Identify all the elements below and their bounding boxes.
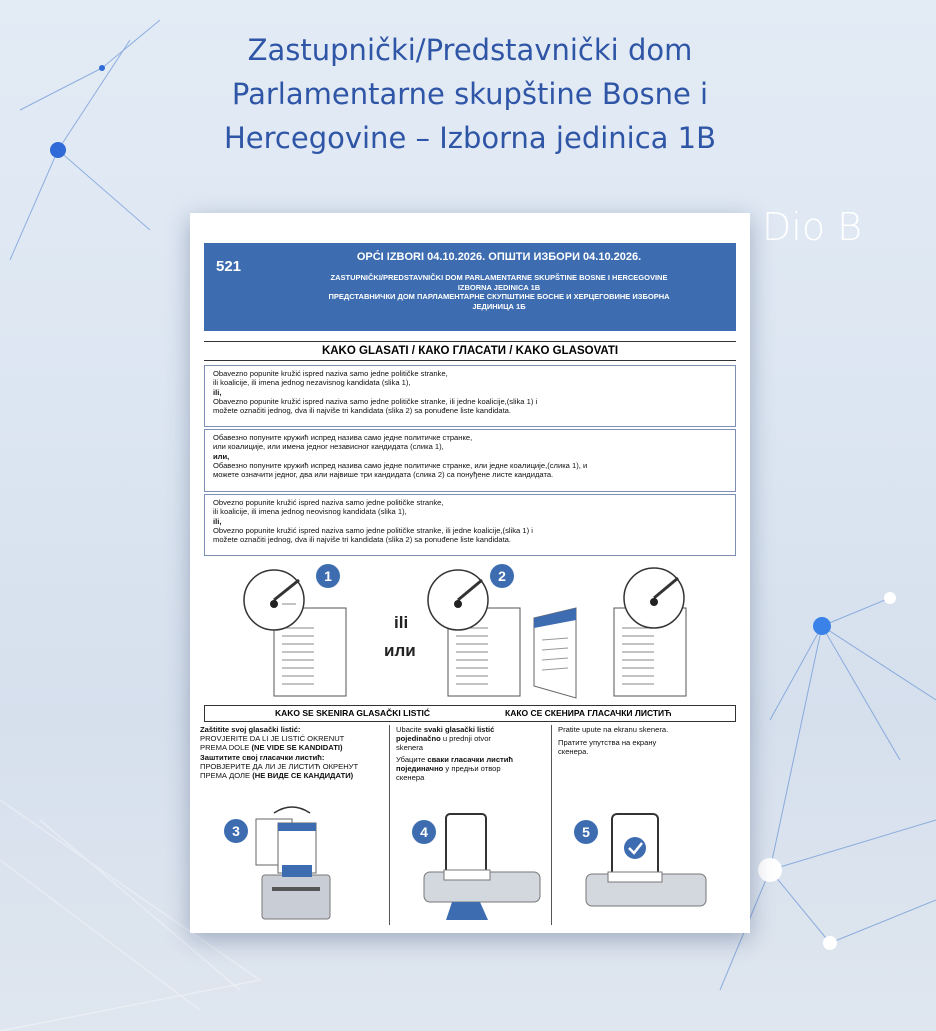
step-3-heading-cyrillic: Заштитите свој гласачки листић:	[200, 752, 325, 762]
step-4-text: u prednji otvor	[440, 734, 491, 744]
instruction-line: Obavezno popunite kružić ispred naziva samo jedne političke stranke, ili jedne koalicije,(slika 1) i	[213, 396, 538, 406]
badge-3-text: 3	[232, 823, 240, 839]
instruction-line: или коалиције, или имена једног независног кандидата (слика 1),	[213, 442, 444, 452]
step-3-note: (НЕ ВИДЕ СЕ КАНДИДАТИ)	[252, 771, 354, 781]
step-5-follow	[551, 725, 741, 925]
step-3-heading-latin: Zaštitite svoj glasački listić:	[200, 725, 301, 734]
instruction-line: Obavezno popunite kružić ispred naziva samo jedne političke stranke,	[213, 369, 448, 378]
scan-title	[204, 705, 736, 722]
step-4-illustration	[410, 810, 550, 925]
step-3-text: ПРЕМА ДОЛЕ	[200, 771, 253, 781]
instruction-or: или,	[213, 451, 230, 461]
ballot-example-1	[244, 570, 346, 696]
step-5-illustration	[572, 810, 722, 925]
instruction-or: ili,	[213, 387, 222, 397]
voting-illustration	[204, 558, 736, 708]
ballot-title: OPĆI IZBORI 04.10.2026. ОПШТИ ИЗБОРИ 04.10.2026.	[356, 251, 642, 263]
step-4-text: skenera	[396, 743, 424, 753]
instruction-line: možete označiti jednog, dva ili najviše tri kandidata (slika 2) sa ponuđene liste kandidata.	[213, 535, 512, 545]
badge-5-text: 5	[582, 824, 590, 840]
headline-line-2: Parlamentarne skupštine Bosne i	[231, 77, 709, 111]
ballot-header	[204, 243, 736, 331]
step-4-text: Убаците	[396, 754, 428, 764]
step-5-text-cyrillic: скенера.	[558, 747, 589, 757]
step-3-protect	[200, 725, 386, 925]
ballot-sheet	[190, 213, 750, 933]
ballot-subtitle-line: ЈЕДИНИЦА 1Б	[472, 301, 526, 311]
headline-line-1: Zastupnički/Predstavnički dom	[247, 33, 693, 67]
or-latin: ili	[394, 613, 409, 632]
step-4-text: Ubacite	[396, 725, 424, 734]
instruction-box-latin-sr	[204, 365, 736, 427]
instruction-line: Обавезно попуните кружић испред назива само једне политичке странке, или једне коалиције,(слика 1), и	[213, 460, 588, 470]
step-3-text: ПРОВЈЕРИТЕ ДА ЛИ ЈЕ ЛИСТИЋ ОКРЕНУТ	[200, 761, 359, 771]
instruction-line: ili koalicije, ili imena jednog neovisnog kandidata (slika 1),	[213, 507, 407, 517]
ballot-subtitle-line: ПРЕДСТАВНИЧКИ ДОМ ПАРЛАМЕНТАРНЕ СКУПШТИНЕ БОСНЕ И ХЕРЦЕГОВИНЕ ИЗБОРНА	[328, 292, 670, 301]
step-4-emphasis: сваки гласачки листић	[427, 754, 514, 764]
instruction-box-latin-hr	[204, 494, 736, 556]
ballot-subtitle-line: IZBORNA JEDINICA 1B	[457, 282, 541, 292]
instruction-line: Obvezno popunite kružić ispred naziva samo jedne političke stranke, ili jedne koalicije,(slika 1) i	[213, 525, 533, 535]
part-label: Dio B	[762, 205, 863, 249]
step-4-emphasis: појединачно	[396, 763, 444, 773]
step-5-text-cyrillic: Пратите упутства на екрану	[558, 738, 657, 748]
badge-2-text: 2	[498, 568, 506, 584]
or-cyrillic: или	[384, 641, 416, 660]
step-5-text-latin: Pratite upute na ekranu skenera.	[558, 725, 669, 734]
ballot-number: 521	[216, 258, 242, 275]
step-3-illustration	[222, 805, 342, 925]
page-headline	[150, 28, 790, 160]
ballot-subtitle	[264, 273, 734, 311]
step-4-emphasis: svaki glasački listić	[423, 725, 495, 734]
instruction-or: ili,	[213, 516, 222, 526]
instruction-line: možete označiti jednog, dva ili najviše tri kandidata (slika 2) sa ponuđene liste kandidata.	[213, 406, 512, 416]
scan-title-latin: KAKO SE SKENIRA GLASAČKI LISTIĆ	[275, 708, 431, 718]
scan-title-cyrillic: КАКО СЕ СКЕНИРА ГЛАСАЧКИ ЛИСТИЋ	[505, 708, 672, 718]
instruction-line: Обавезно попуните кружић испред назива само једне политичке странке,	[213, 433, 473, 442]
how-to-vote-title: KAKO GLASATI / КАКО ГЛАСАТИ / KAKO GLASOVATI	[204, 341, 736, 361]
ballot-example-3	[614, 568, 686, 696]
step-4-text: у предњи отвор	[443, 763, 501, 773]
badge-4-text: 4	[420, 824, 428, 840]
badge-1-text: 1	[324, 568, 332, 584]
ballot-example-2	[428, 570, 520, 696]
step-3-text: PREMA DOLE	[200, 743, 252, 753]
step-3-text: PROVJERITE DA LI JE LISTIĆ OKRENUT	[200, 734, 345, 744]
step-3-note: (NE VIDE SE KANDIDATI)	[251, 743, 343, 753]
step-4-emphasis: pojedinačno	[396, 734, 441, 744]
instruction-line: ili koalicije, ili imena jednog nezavisnog kandidata (slika 1),	[213, 378, 411, 388]
ballot-subtitle-line: ZASTUPNIČKI/PREDSTAVNIČKI DOM PARLAMENTARNE SKUPŠTINE BOSNE I HERCEGOVINE	[330, 273, 668, 282]
headline-line-3: Hercegovine – Izborna jedinica 1B	[223, 121, 717, 155]
step-4-text: скенера	[396, 773, 425, 783]
step-4-insert	[389, 725, 549, 925]
instruction-box-cyrillic	[204, 429, 736, 492]
ballot-illustrations-svg	[204, 558, 736, 708]
instruction-line: Obvezno popunite kružić ispred naziva samo jedne političke stranke,	[213, 498, 444, 507]
instruction-line: можете означити једног, два или највише три кандидата (слика 2) са понуђене листе кандидата.	[213, 470, 554, 480]
open-ballot	[534, 608, 576, 698]
